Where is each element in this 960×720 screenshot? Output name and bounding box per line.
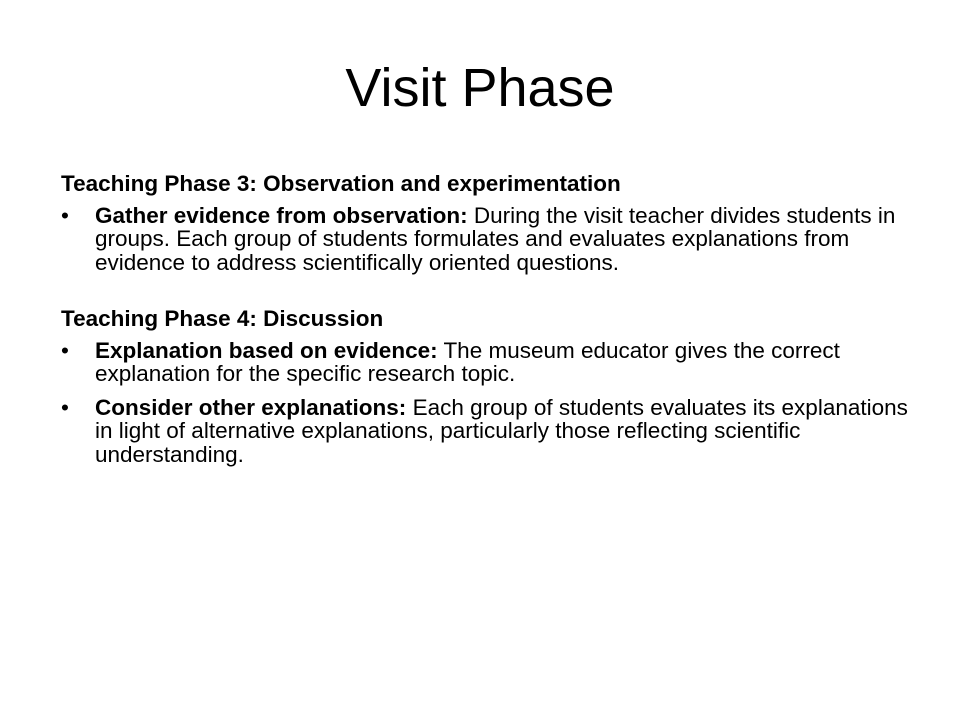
slide-body [61, 172, 921, 466]
bullet-item-other-explanations [61, 396, 921, 467]
bullet-lead: Consider other explanations: [95, 394, 407, 420]
section-heading-phase-4: Teaching Phase 4: Discussion [61, 306, 384, 331]
bullet-text: The museum educator gives the correct explanation for the specific research topic. [95, 337, 840, 386]
bullet-item-explanation-evidence [61, 339, 921, 386]
bullet-icon: • [61, 202, 69, 228]
bullet-list-phase-4 [61, 339, 921, 467]
bullet-item-gather-evidence [61, 204, 921, 275]
bullet-list-phase-3 [61, 204, 921, 275]
bullet-lead: Explanation based on evidence: [95, 337, 438, 363]
bullet-lead: Gather evidence from observation: [95, 202, 468, 228]
slide-title: Visit Phase [345, 58, 615, 118]
bullet-text: Each group of students evaluates its explanations in light of alternative explanations, particularly those reflecting scientific understanding. [95, 394, 908, 467]
bullet-text: During the visit teacher divides students in groups. Each group of students formulates and evaluates explanations from evidence to address scientifically oriented questions. [95, 202, 896, 275]
bullet-icon: • [61, 337, 69, 363]
section-heading-phase-3: Teaching Phase 3: Observation and experimentation [61, 171, 621, 196]
bullet-icon: • [61, 394, 69, 420]
